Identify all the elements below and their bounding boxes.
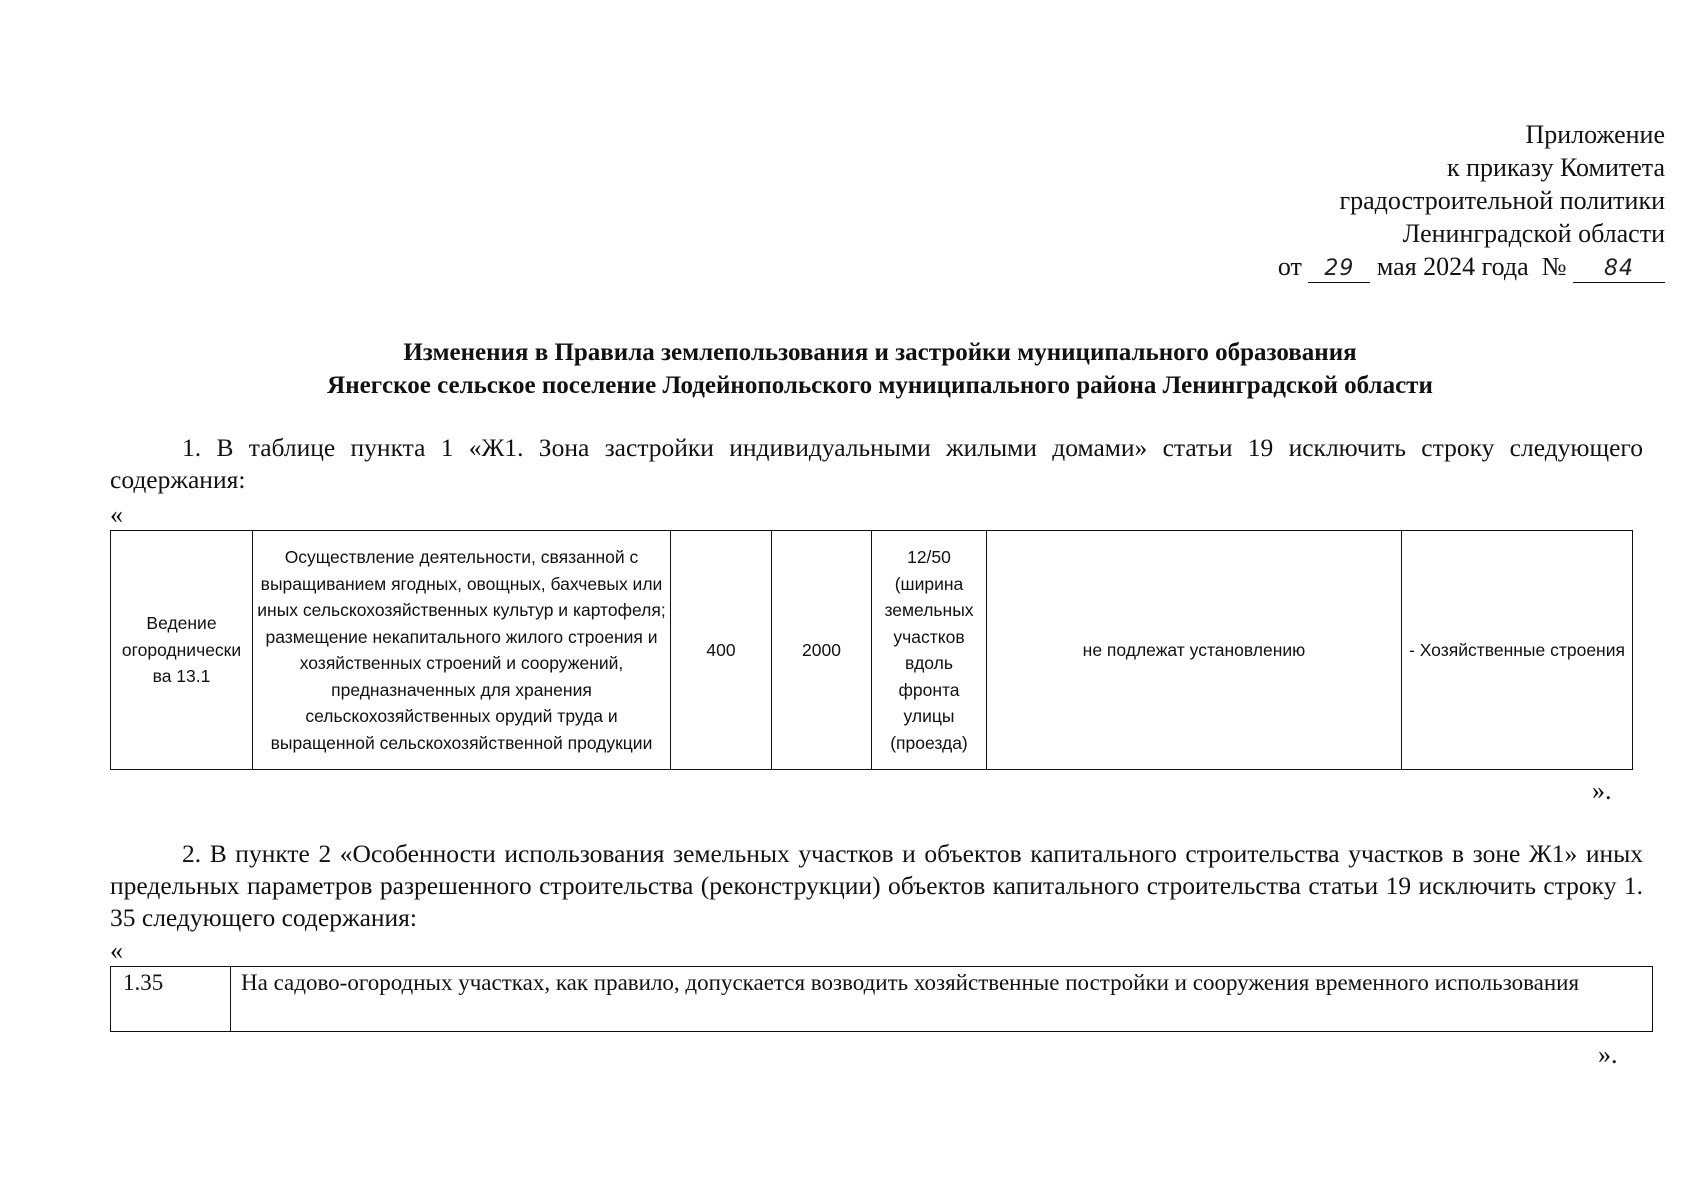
appendix-order-ref: к приказу Комитета [1446, 153, 1665, 182]
appendix-title: Приложение [1525, 120, 1665, 149]
table-row [111, 531, 1633, 770]
excluded-row-table-2 [110, 966, 1653, 1032]
order-from-label: от [1277, 252, 1302, 281]
quote-close-1: ». [1592, 776, 1612, 805]
order-number-handwritten: 84 [1573, 256, 1665, 283]
row-number: 1.35 [111, 967, 231, 1032]
quote-close-2: ». [1598, 1040, 1618, 1069]
appendix-region: Ленинградской области [1402, 219, 1665, 248]
permitted-use-description: Осуществление деятельности, связанной с выращиванием ягодных, овощных, бахчевых или иных сельскохозяйственных культур и картофеля; размещение некапитального жилого строения и хозяйственных строений и сооружений, предназначенных для хранения сельскохозяйственных орудий труда и выращенной сельскохозяйственной продукции [253, 531, 671, 770]
order-month-year: мая 2024 года [1376, 252, 1529, 281]
excluded-row-table-1 [110, 530, 1633, 770]
building-parameters: не подлежат установлению [987, 531, 1402, 770]
auxiliary-uses: - Хозяйственные строения [1402, 531, 1633, 770]
paragraph-1: 1. В таблице пункта 1 «Ж1. Зона застройки индивидуальными жилыми домами» статьи 19 исключить строку следующего содержания: [110, 433, 1643, 494]
order-number-sign: № [1541, 252, 1567, 281]
row-text: На садово-огородных участках, как правило, допускается возводить хозяйственные постройки и сооружения временного использования [231, 967, 1653, 1032]
plot-width: 12/50 (ширина земельных участков вдоль фронта улицы (проезда) [872, 531, 987, 770]
quote-open-2: « [110, 936, 123, 965]
document-title-line1: Изменения в Правила землепользования и застройки муниципального образования [403, 339, 1357, 366]
appendix-block [1105, 118, 1665, 283]
order-day-handwritten: 29 [1308, 256, 1370, 283]
permitted-use-name: Ведение огороднически ва 13.1 [111, 531, 253, 770]
paragraph-2: 2. В пункте 2 «Особенности использования земельных участков и объектов капитального строительства участков в зоне Ж1» иных предельных параметров разрешенного строительства (реконструкции) объектов капитального строительства статьи 19 исключить строку 1. 35 следующего содержания: [110, 839, 1643, 932]
max-plot-area: 2000 [772, 531, 872, 770]
table-row [111, 967, 1653, 1032]
document-title-line2: Янегское сельское поселение Лодейнопольского муниципального района Ленинградской области [327, 372, 1433, 399]
min-plot-area: 400 [671, 531, 772, 770]
order-date-line [1105, 250, 1665, 283]
quote-open-1: « [110, 500, 123, 529]
appendix-committee: градостроительной политики [1339, 186, 1665, 215]
document-title [110, 336, 1650, 402]
